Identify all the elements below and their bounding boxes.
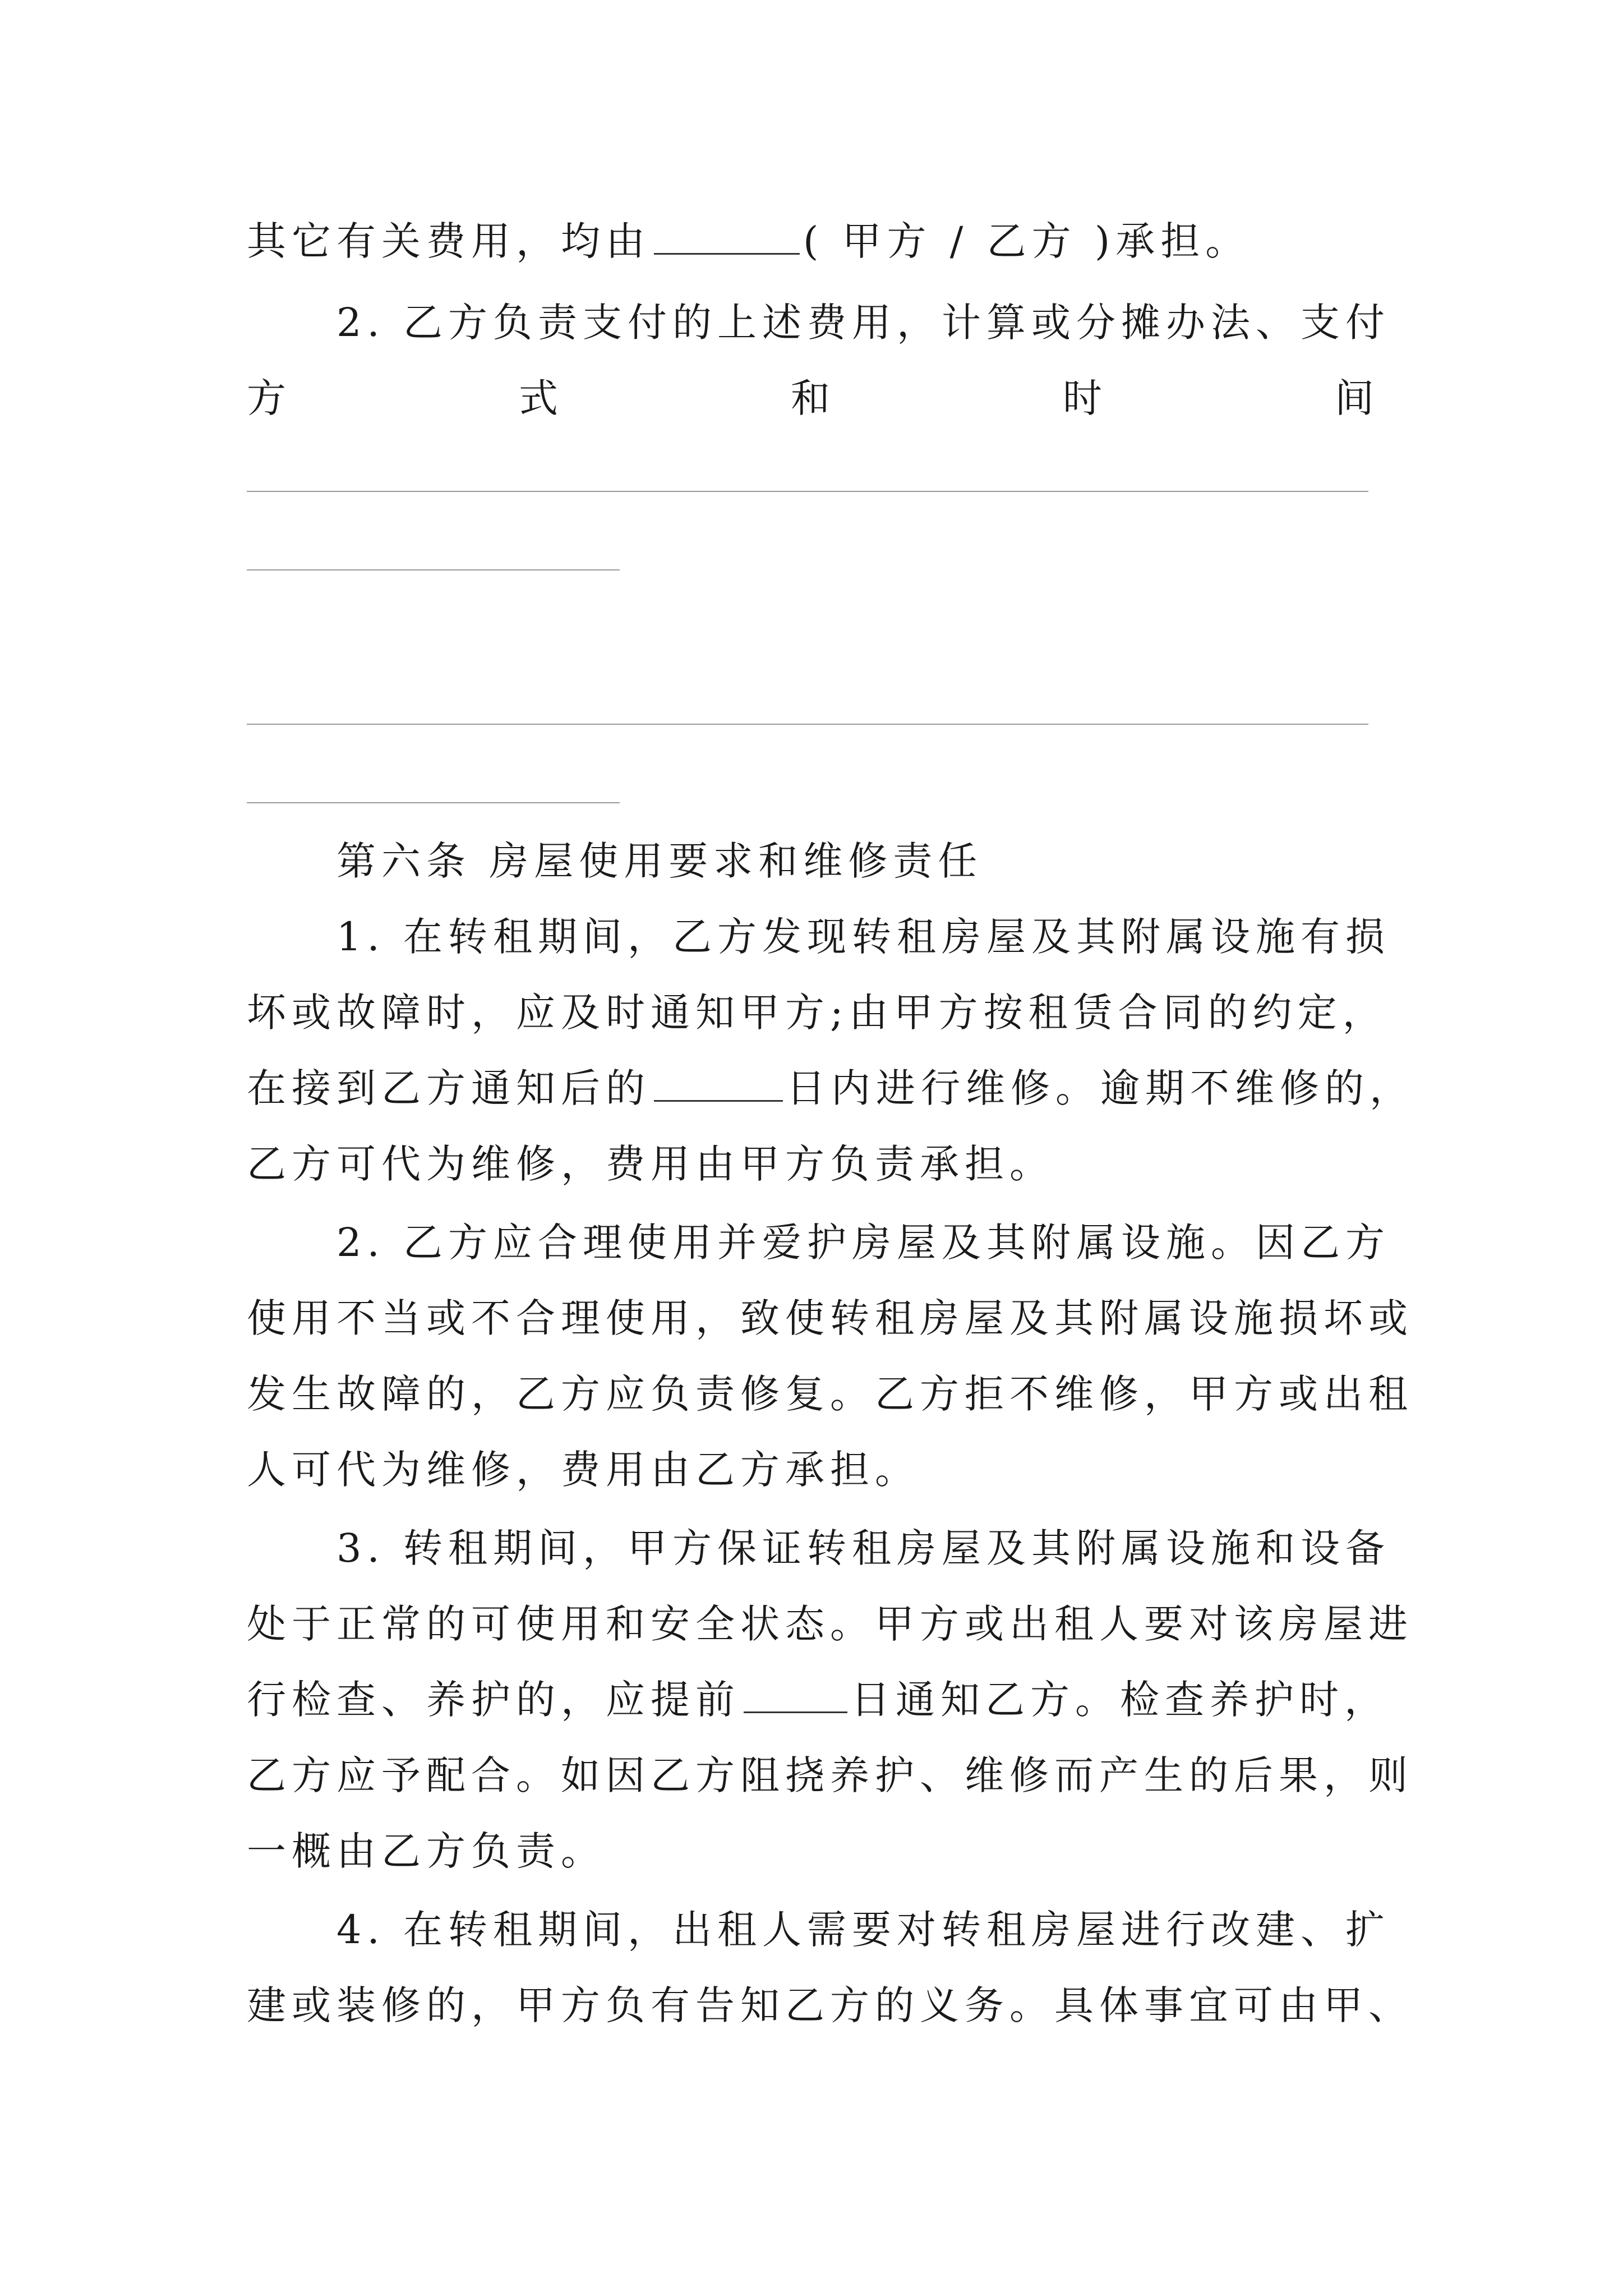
- text-segment: 其它有关费用，均由: [247, 218, 651, 264]
- text-line: 乙方可代为维修，费用由甲方负责承担。: [247, 1141, 1054, 1187]
- text-line: 发生故障的，乙方应负责修复。乙方拒不维修，甲方或出租: [247, 1371, 1413, 1417]
- text-segment: 日内进行维修。逾期不维修的，: [786, 1065, 1414, 1111]
- text-line: 2. 乙方应合理使用并爱护房屋及其附属设施。因乙方: [336, 1220, 1391, 1266]
- text-line: 3. 转租期间，甲方保证转租房屋及其附属设施和设备: [336, 1525, 1391, 1571]
- text-line: 坏或故障时，应及时通知甲方;由甲方按租赁合同的约定，: [247, 990, 1387, 1036]
- text-segment: ( 甲方 / 乙方 )承担。: [803, 218, 1251, 264]
- spread-char: 式: [519, 375, 558, 421]
- spread-char: 时: [1063, 375, 1102, 421]
- spread-char: 方: [247, 375, 286, 421]
- text-line: [247, 1672, 1391, 1728]
- text-line: 处于正常的可使用和安全状态。甲方或出租人要对该房屋进: [247, 1601, 1413, 1647]
- text-line: 4. 在转租期间，出租人需要对转租房屋进行改建、扩: [336, 1907, 1391, 1953]
- text-line: 人可代为维修，费用由乙方承担。: [247, 1447, 920, 1493]
- text-line: 一概由乙方负责。: [247, 1828, 606, 1874]
- spread-char: 间: [1335, 375, 1374, 421]
- spread-text-line: [247, 370, 1374, 426]
- fill-in-rule[interactable]: [247, 569, 620, 570]
- text-line: 1. 在转租期间，乙方发现转租房屋及其附属设施有损: [336, 914, 1391, 960]
- fill-in-blank[interactable]: [654, 1065, 783, 1102]
- text-line: 乙方应予配合。如因乙方阻挠养护、维修而产生的后果，则: [247, 1752, 1413, 1798]
- text-line: 建或装修的，甲方负有告知乙方的义务。具体事宜可由甲、: [247, 1982, 1413, 2028]
- fill-in-rule[interactable]: [247, 491, 1368, 492]
- spread-char: 和: [791, 375, 830, 421]
- text-line: [247, 1060, 1414, 1116]
- text-line: 2. 乙方负责支付的上述费用，计算或分摊办法、支付: [336, 300, 1391, 346]
- text-segment: 在接到乙方通知后的: [247, 1065, 651, 1111]
- text-line: 使用不当或不合理使用，致使转租房屋及其附属设施损坏或: [247, 1295, 1413, 1341]
- text-line: [247, 213, 1391, 269]
- fill-in-blank[interactable]: [744, 1677, 847, 1713]
- fill-in-blank[interactable]: [654, 218, 800, 255]
- text-segment: 日通知乙方。检查养护时，: [851, 1677, 1389, 1723]
- text-segment: 行检查、养护的，应提前: [247, 1677, 740, 1723]
- fill-in-rule[interactable]: [247, 802, 620, 803]
- fill-in-rule[interactable]: [247, 724, 1368, 725]
- section-heading: 第六条 房屋使用要求和维修责任: [336, 838, 983, 884]
